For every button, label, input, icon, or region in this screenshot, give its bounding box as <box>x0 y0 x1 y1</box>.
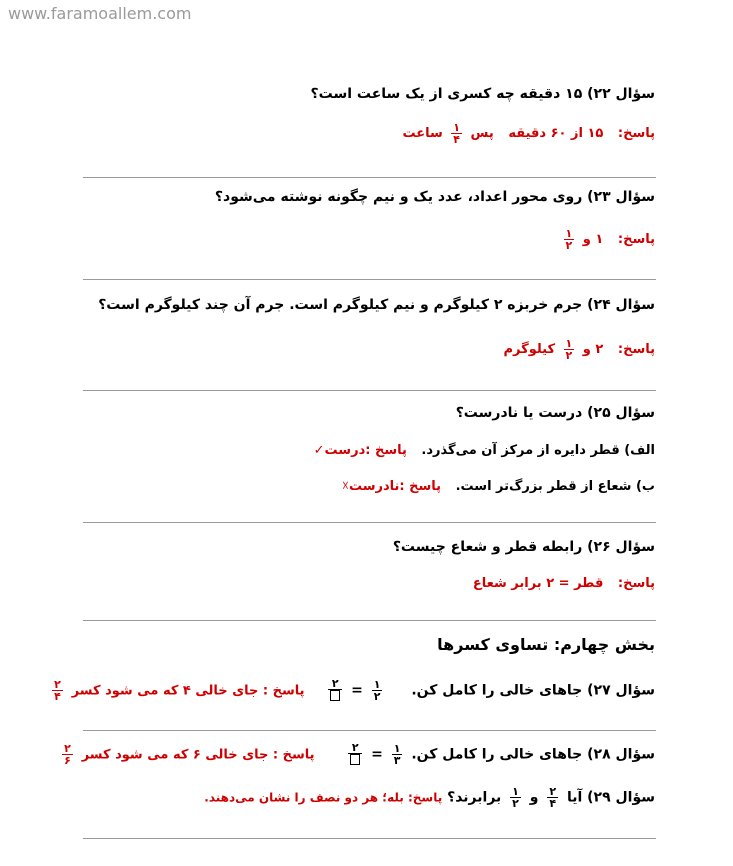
answer-26 <box>473 576 655 591</box>
fraction-numerator: ۲ <box>64 742 71 755</box>
blank-box <box>328 690 342 703</box>
divider <box>83 522 656 523</box>
divider <box>83 279 656 280</box>
fraction-numerator: ۲ <box>348 742 362 754</box>
question-25: سؤال ۲۵) درست یا نادرست؟ <box>455 405 655 421</box>
fraction-numerator: ۲ <box>54 678 61 691</box>
answer-text: ۱ و <box>582 232 604 247</box>
answer-28: پاسخ : جای خالی ۶ که می شود کسر <box>81 747 315 763</box>
answer-label: پاسخ: <box>617 126 655 141</box>
fraction <box>510 786 521 809</box>
fraction <box>392 743 403 766</box>
divider <box>83 838 656 839</box>
fraction <box>372 679 383 702</box>
answer-label: پاسخ: <box>617 576 655 591</box>
item-text: الف) قطر دایره از مرکز آن می‌گذرد. <box>421 443 655 458</box>
question-text: برابرند؟ <box>447 789 502 806</box>
answer-label: پاسخ: <box>617 342 655 357</box>
fraction-denominator: ۲ <box>565 239 573 252</box>
question-28 <box>58 742 655 767</box>
question-24: سؤال ۲۴) جرم خربزه ۲ کیلوگرم و نیم کیلوگرم است. جرم آن چند کیلوگرم است؟ <box>98 297 655 313</box>
fraction <box>547 786 558 809</box>
q25-item-b <box>342 479 655 494</box>
question-text: سؤال ۲۷) جاهای خالی را کامل کن. <box>411 682 655 699</box>
answer-text: ۱۵ از ۶۰ دقیقه <box>508 126 604 141</box>
answer-text: قطر = ۲ برابر شعاع <box>472 576 604 591</box>
fraction-numerator: ۱ <box>373 678 381 691</box>
answer-text: پس <box>470 126 494 141</box>
conjunction: و <box>529 789 539 806</box>
watermark: www.faramoallem.com <box>8 4 192 23</box>
item-text: ب) شعاع از قطر بزرگ‌تر است. <box>455 479 655 494</box>
fraction-numerator: ۲ <box>549 785 557 798</box>
question-26: سؤال ۲۶) رابطه قطر و شعاع چیست؟ <box>392 539 655 555</box>
fraction <box>328 678 342 703</box>
divider <box>83 177 656 178</box>
fraction-numerator: ۱ <box>453 121 460 134</box>
fraction <box>52 679 63 702</box>
fraction-denominator: ۳ <box>393 754 401 767</box>
q25-item-a <box>314 443 655 458</box>
fraction-denominator: ۶ <box>64 754 71 767</box>
question-27 <box>48 678 655 703</box>
item-answer: پاسخ :درست✓ <box>313 443 407 458</box>
fraction-numerator: ۲ <box>328 678 342 690</box>
question-22: سؤال ۲۲) ۱۵ دقیقه چه کسری از یک ساعت است؟ <box>310 86 655 102</box>
question-text: سؤال ۲۹) آیا <box>566 789 655 806</box>
fraction-denominator: ۴ <box>549 797 557 810</box>
answer-22 <box>402 122 655 145</box>
fraction-numerator: ۱ <box>565 337 573 350</box>
fraction-denominator: ۴ <box>54 690 61 703</box>
answer-text: کیلوگرم <box>503 342 556 357</box>
divider <box>83 730 656 731</box>
fraction <box>564 338 575 361</box>
answer-24 <box>504 338 655 361</box>
answer-text: ساعت <box>402 126 443 141</box>
answer-23 <box>560 228 655 251</box>
question-23: سؤال ۲۳) روی محور اعداد، عدد یک و نیم چگونه نوشته می‌شود؟ <box>214 189 655 205</box>
fraction-denominator: ۲ <box>512 797 519 810</box>
fraction <box>564 228 575 251</box>
answer-text: ۲ و <box>582 342 604 357</box>
fraction <box>348 742 362 767</box>
fraction-denominator: ۴ <box>453 133 460 146</box>
divider <box>83 390 656 391</box>
fraction-numerator: ۱ <box>565 227 573 240</box>
fraction-numerator: ۱ <box>393 742 401 755</box>
question-29 <box>204 786 655 809</box>
fraction-numerator: ۱ <box>512 785 519 798</box>
blank-box <box>348 754 362 767</box>
answer-label: پاسخ: <box>617 232 655 247</box>
answer-27: پاسخ : جای خالی ۴ که می شود کسر <box>71 683 305 699</box>
equals-sign: = <box>371 746 383 763</box>
fraction-denominator: ۲ <box>373 690 381 703</box>
fraction-denominator: ۲ <box>565 349 573 362</box>
divider <box>83 620 656 621</box>
question-text: سؤال ۲۸) جاهای خالی را کامل کن. <box>411 746 655 763</box>
equals-sign: = <box>351 682 363 699</box>
fraction <box>451 122 462 145</box>
answer-29: پاسخ: بله؛ هر دو نصف را نشان می‌دهند. <box>204 790 443 805</box>
fraction <box>62 743 73 766</box>
item-answer: پاسخ :نادرست☓ <box>342 479 442 494</box>
section-heading: بخش چهارم: تساوی کسرها <box>437 635 655 654</box>
